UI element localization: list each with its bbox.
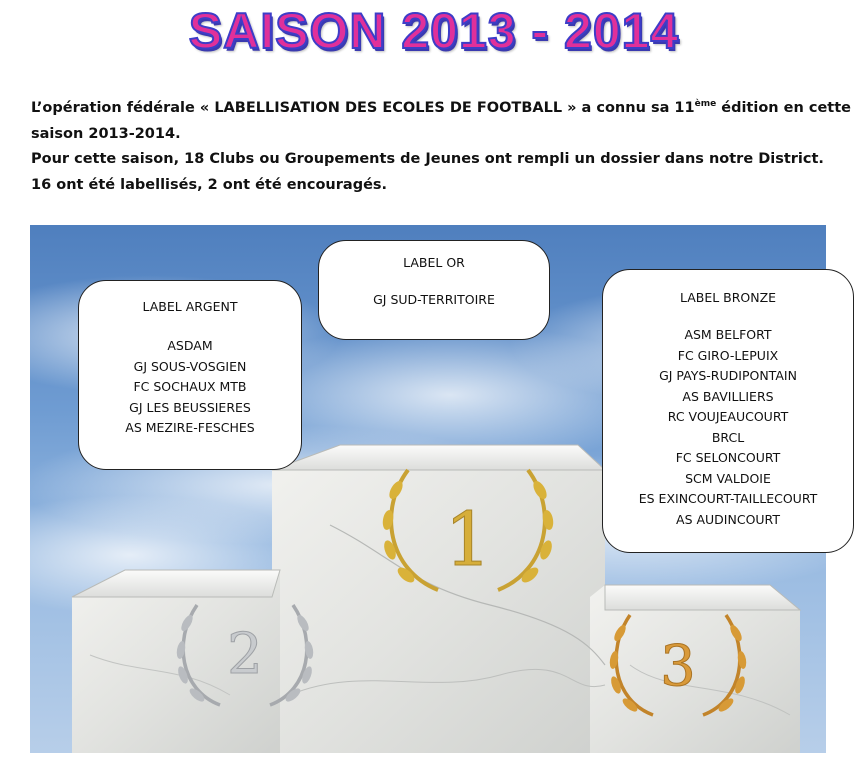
label-argent-heading: LABEL ARGENT (142, 299, 238, 314)
label-argent-list (79, 336, 301, 439)
club-item: RC VOUJEAUCOURT (667, 409, 789, 424)
club-item: GJ LES BEUSSIERES (129, 399, 251, 415)
intro-line-3: Pour cette saison, 18 Clubs ou Groupements de Jeunes ont rempli un dossier dans notre District. (31, 151, 824, 167)
intro-line-4: 16 ont été labellisés, 2 ont été encouragés. (31, 176, 388, 193)
club-item: GJ PAYS-RUDIPONTAIN (659, 368, 797, 383)
intro-text (31, 96, 861, 198)
intro-line-1: L’opération fédérale « LABELLISATION DES ECOLES DE FOOTBALL » a connu sa 11ème édition en cette (31, 99, 851, 116)
club-item: ES EXINCOURT-TAILLECOURT (638, 491, 818, 506)
page-title: SAISON 2013 - 2014 (188, 3, 680, 59)
place-3-number: 3 (660, 634, 696, 699)
club-item: GJ SUD-TERRITOIRE (373, 292, 495, 307)
label-or-box (318, 240, 550, 340)
club-item: AS BAVILLIERS (682, 388, 774, 404)
club-item: AS MEZIRE-FESCHES (125, 420, 255, 435)
club-item: AS AUDINCOURT (676, 511, 780, 527)
club-item: GJ SOUS-VOSGIEN (133, 358, 247, 374)
intro-line-2: saison 2013-2014. (31, 125, 181, 142)
club-item: FC SELONCOURT (675, 450, 781, 465)
club-item: ASDAM (167, 338, 213, 353)
place-1-number: 1 (444, 497, 492, 583)
club-item: FC GIRO-LEPUIX (677, 347, 779, 363)
label-bronze-box (602, 269, 854, 553)
label-or-heading: LABEL OR (403, 255, 465, 270)
label-bronze-heading: LABEL BRONZE (679, 290, 777, 305)
label-or-list (319, 290, 549, 311)
club-item: ASM BELFORT (684, 327, 772, 342)
label-argent-box (78, 280, 302, 470)
club-item: SCM VALDOIE (685, 470, 771, 486)
label-bronze-list (603, 325, 853, 530)
place-2-number: 2 (227, 622, 263, 687)
club-item: BRCL (711, 429, 745, 445)
club-item: FC SOCHAUX MTB (133, 379, 247, 394)
